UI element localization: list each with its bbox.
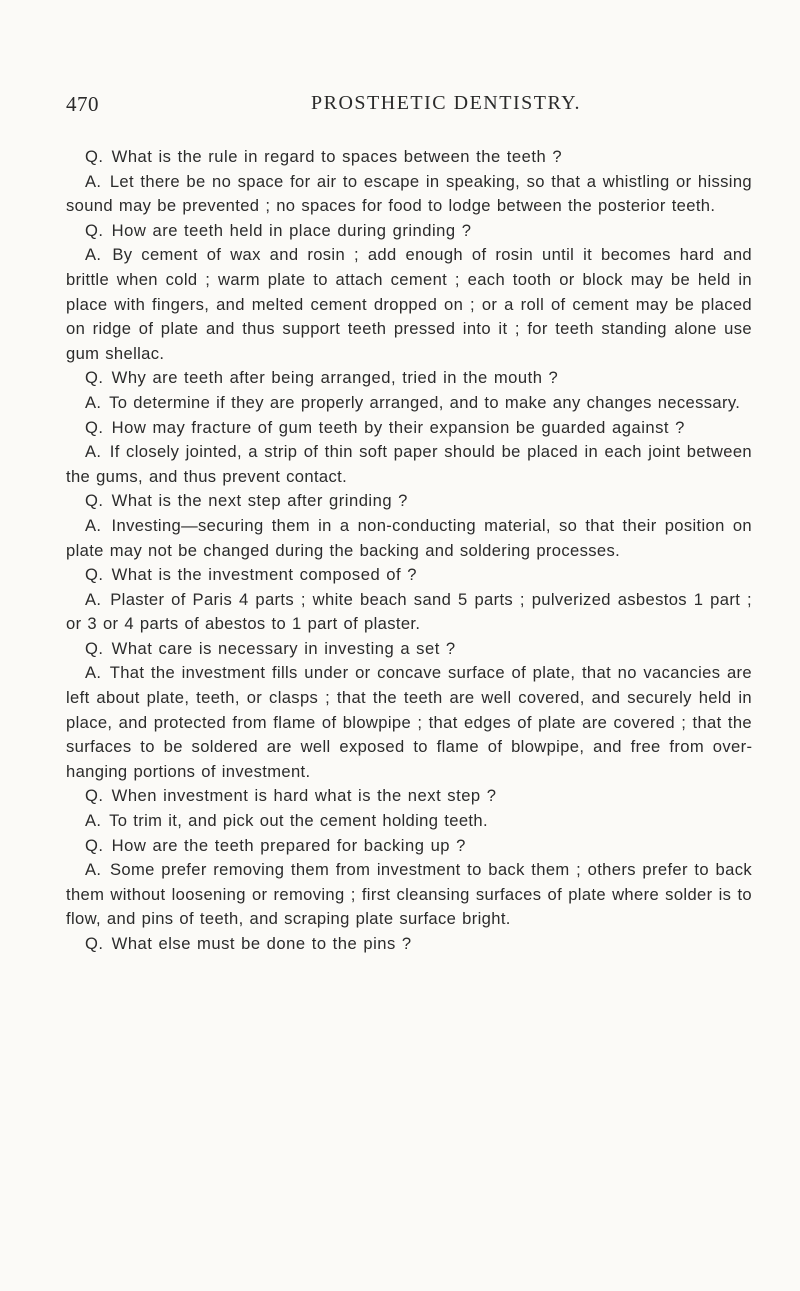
answer-paragraph	[66, 661, 752, 784]
answer-text: To trim it, and pick out the cement holding teeth.	[109, 811, 488, 831]
question-paragraph	[66, 219, 752, 244]
question-text: How are the teeth prepared for backing up ?	[111, 835, 466, 855]
answer-marker: A.	[85, 663, 102, 683]
answer-text: That the investment fills under or concave surface of plate, that no vacancies are left about plate, teeth, or clasps ; that the teeth are well covered, and securely held in place, and protected from flame of blowpipe ; that edges of plate are covered ; that the surfaces to be soldered are well exposed to flame of blowpipe, and free from overhanging portions of investment.	[66, 663, 752, 781]
page-number: 470	[66, 92, 99, 116]
question-text: When investment is hard what is the next step ?	[111, 786, 497, 806]
qa-body	[66, 145, 752, 957]
answer-text: By cement of wax and rosin ; add enough of rosin until it becomes hard and brittle when cold ; warm plate to attach cement ; each tooth or block may be held in place with fingers, and melted cement dropped on ; or a roll of cement may be placed on ridge of plate and thus support teeth pressed into it ; for teeth standing alone use gum shellac.	[66, 245, 752, 363]
question-marker: Q.	[85, 368, 104, 388]
answer-paragraph	[66, 440, 752, 489]
running-title: PROSTHETIC DENTISTRY.	[311, 92, 582, 114]
question-marker: Q.	[85, 491, 104, 511]
question-paragraph	[66, 489, 752, 514]
answer-text: Some prefer removing them from investment to back them ; others prefer to back them without loosening or removing ; first cleansing surfaces of plate where solder is to flow, and pins of teeth, and scraping plate surface bright.	[66, 860, 752, 929]
answer-text: Let there be no space for air to escape in speaking, so that a whistling or hissing sound may be prevented ; no spaces for food to lodge between the posterior teeth.	[66, 171, 752, 216]
question-paragraph	[66, 145, 752, 170]
answer-marker: A.	[85, 392, 102, 412]
question-paragraph	[66, 637, 752, 662]
answer-paragraph	[66, 858, 752, 932]
question-paragraph	[66, 563, 752, 588]
answer-paragraph	[66, 809, 752, 834]
question-text: Why are teeth after being arranged, tried in the mouth ?	[111, 368, 559, 388]
question-text: How are teeth held in place during grinding ?	[111, 220, 472, 240]
answer-paragraph	[66, 514, 752, 563]
question-marker: Q.	[85, 638, 104, 658]
answer-paragraph	[66, 391, 752, 416]
question-marker: Q.	[85, 565, 104, 585]
question-marker: Q.	[85, 220, 104, 240]
answer-marker: A.	[85, 245, 102, 265]
question-marker: Q.	[85, 786, 104, 806]
running-head	[66, 92, 752, 122]
question-paragraph	[66, 932, 752, 957]
answer-marker: A.	[85, 860, 102, 880]
answer-marker: A.	[85, 442, 102, 462]
answer-marker: A.	[85, 589, 102, 609]
question-paragraph	[66, 366, 752, 391]
question-paragraph	[66, 784, 752, 809]
answer-text: Plaster of Paris 4 parts ; white beach sand 5 parts ; pulverized asbestos 1 part ; or 3 or 4 parts of abestos to 1 part of plaster.	[66, 589, 752, 634]
question-paragraph	[66, 416, 752, 441]
question-marker: Q.	[85, 934, 104, 953]
question-marker: Q.	[85, 417, 104, 437]
answer-paragraph	[66, 170, 752, 219]
question-paragraph	[66, 834, 752, 859]
answer-text: If closely jointed, a strip of thin soft paper should be placed in each joint between the gums, and thus prevent contact.	[66, 442, 752, 486]
question-text: What else must be done to the pins ?	[111, 934, 412, 953]
answer-marker: A.	[85, 171, 102, 191]
answer-marker: A.	[85, 811, 102, 831]
question-text: What is the investment composed of ?	[111, 565, 417, 585]
answer-paragraph	[66, 243, 752, 366]
question-text: How may fracture of gum teeth by their expansion be guarded against ?	[111, 417, 685, 437]
question-text: What is the rule in regard to spaces between the teeth ?	[111, 147, 563, 166]
answer-text: To determine if they are properly arranged, and to make any changes necessary.	[109, 392, 741, 412]
question-marker: Q.	[85, 147, 104, 166]
answer-marker: A.	[85, 515, 102, 535]
question-text: What is the next step after grinding ?	[111, 491, 408, 511]
answer-text: Investing—securing them in a non-conducting material, so that their position on plate may not be changed during the backing and soldering processes.	[66, 515, 752, 560]
answer-paragraph	[66, 588, 752, 637]
question-marker: Q.	[85, 835, 104, 855]
question-text: What care is necessary in investing a set ?	[111, 638, 456, 658]
